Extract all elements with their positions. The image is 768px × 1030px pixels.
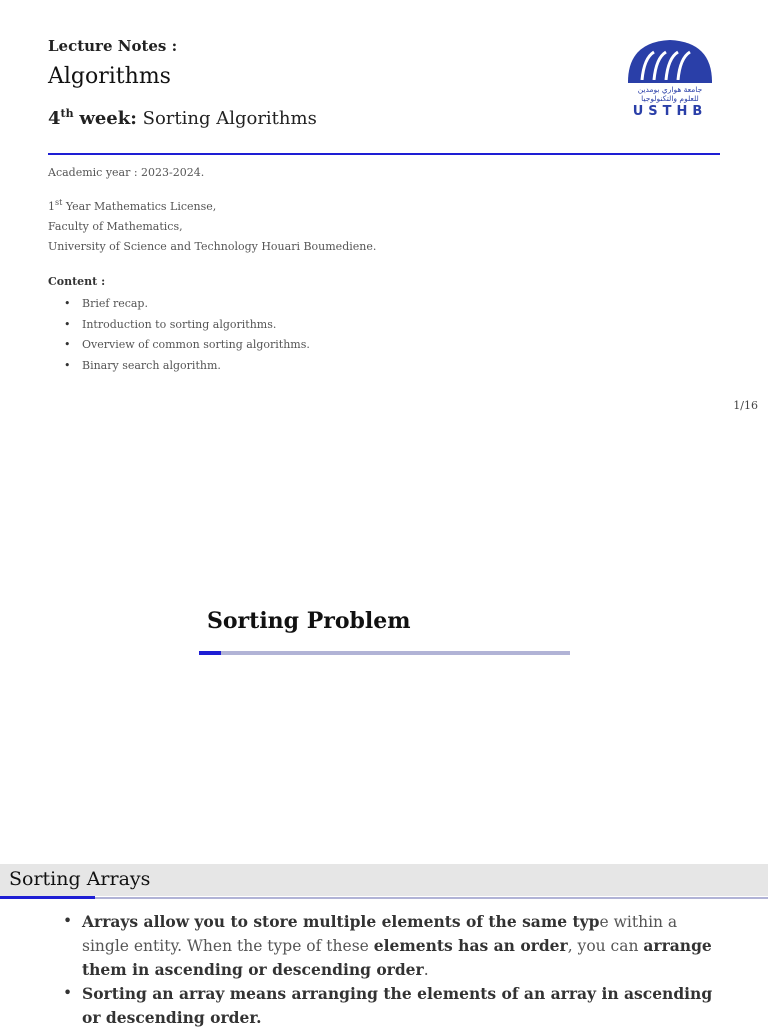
logo-arabic-line1: جامعة هواري بومدين (637, 85, 703, 94)
list-item: • Brief recap. (48, 294, 310, 315)
affiliation-year (48, 193, 376, 217)
academic-year: Academic year : 2023-2024. (48, 166, 205, 179)
body-text: . (423, 961, 429, 979)
frame-title: Sorting Arrays (9, 868, 151, 890)
list-item (60, 910, 728, 982)
usthb-logo (624, 36, 716, 120)
week-number-suffix: th (60, 107, 74, 120)
content-outline (48, 272, 310, 376)
frame-rule-accent (0, 896, 95, 899)
list-item: • Overview of common sorting algorithms. (48, 335, 310, 356)
list-item (60, 982, 728, 1030)
frame-rule (95, 897, 768, 899)
logo-arabic-line2: للعلوم والتكنولوجيا (641, 94, 699, 103)
bold-text: arrange them in ascending or descending order (82, 936, 712, 979)
content-title: Content : (48, 275, 106, 288)
list-item: • Introduction to sorting algorithms. (48, 315, 310, 336)
bullet-list (60, 910, 728, 1030)
license-text: Year Mathematics License, (65, 200, 217, 213)
affiliation (48, 193, 376, 257)
year-number: 1 (48, 200, 55, 213)
week-heading (48, 107, 317, 129)
frame-header (0, 864, 768, 896)
page-number: 1/16 (733, 399, 758, 412)
body-text: , you can (567, 937, 644, 955)
content-list (48, 294, 310, 376)
university-line: University of Science and Technology Houari Boumediene. (48, 240, 377, 253)
section-slide (0, 430, 768, 860)
frame-body (60, 910, 728, 1030)
logo-acronym: USTHB (632, 104, 708, 119)
section-progress-fill (199, 651, 221, 655)
week-number: 4 (48, 108, 61, 129)
bold-text: Arrays allow you to store multiple elements of the same typ (82, 912, 600, 931)
week-topic: Sorting Algorithms (142, 108, 317, 129)
lecture-notes-label: Lecture Notes : (48, 37, 178, 55)
usthb-logo-icon (624, 36, 716, 120)
list-item: • Binary search algorithm. (48, 356, 310, 377)
title-slide (0, 0, 768, 430)
section-progress-bar (199, 651, 570, 655)
year-suffix: st (55, 198, 63, 207)
content-slide (0, 864, 768, 1027)
header-divider (48, 153, 720, 155)
bold-text: elements has an order (373, 936, 568, 955)
body-text: e within a single entity. When the type of these (82, 913, 678, 955)
course-title: Algorithms (48, 64, 171, 89)
faculty-line: Faculty of Mathematics, (48, 220, 183, 233)
week-word: week: (79, 108, 137, 129)
section-title: Sorting Problem (207, 608, 411, 634)
bold-text: Sorting an array means arranging the elements of an array in ascending or descending order. (82, 984, 713, 1027)
